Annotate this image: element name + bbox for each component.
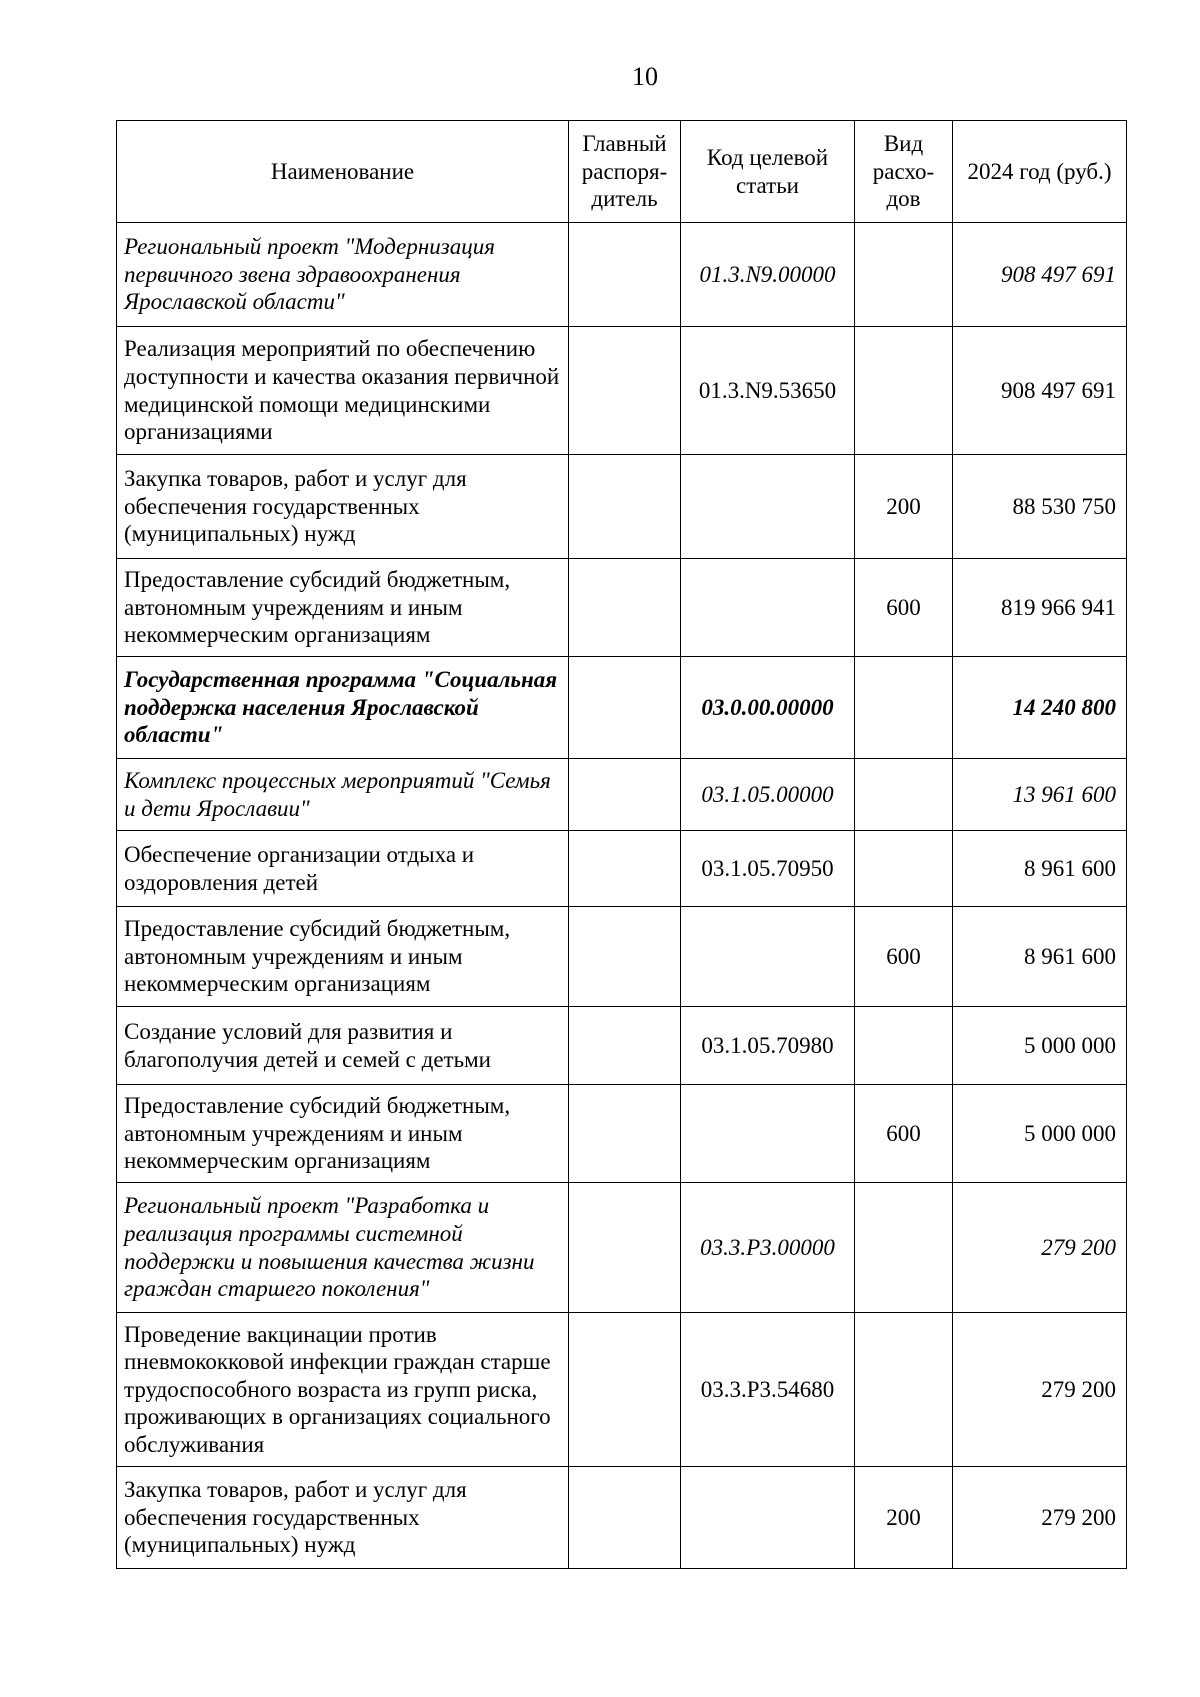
cell-admin <box>569 1183 681 1313</box>
cell-admin <box>569 657 681 759</box>
cell-admin <box>569 455 681 559</box>
cell-kind: 600 <box>855 1085 953 1183</box>
table-row <box>117 1007 1127 1085</box>
cell-kind <box>855 1007 953 1085</box>
cell-amount: 5 000 000 <box>953 1007 1127 1085</box>
cell-amount: 8 961 600 <box>953 831 1127 907</box>
cell-kind <box>855 831 953 907</box>
cell-name: Региональный проект "Разработка и реализация программы системной поддержки и повышения качества жизни граждан старшего поколения" <box>117 1183 569 1313</box>
cell-kind <box>855 1313 953 1467</box>
budget-table <box>116 120 1127 1569</box>
cell-code <box>681 455 855 559</box>
header-admin: Главный распоря-дитель <box>569 121 681 223</box>
cell-name: Создание условий для развития и благополучия детей и семей с детьми <box>117 1007 569 1085</box>
cell-admin <box>569 907 681 1007</box>
table-row <box>117 1467 1127 1569</box>
cell-name: Проведение вакцинации против пневмококковой инфекции граждан старше трудоспособного возраста из групп риска, проживающих в организациях социального обслуживания <box>117 1313 569 1467</box>
cell-amount: 908 497 691 <box>953 327 1127 455</box>
cell-code: 01.3.N9.53650 <box>681 327 855 455</box>
cell-name: Предоставление субсидий бюджетным, автономным учреждениям и иным некоммерческим организациям <box>117 559 569 657</box>
table-row <box>117 559 1127 657</box>
cell-code: 03.3.P3.54680 <box>681 1313 855 1467</box>
cell-amount: 908 497 691 <box>953 223 1127 327</box>
cell-admin <box>569 1467 681 1569</box>
header-kind: Вид расхо-дов <box>855 121 953 223</box>
cell-code <box>681 1085 855 1183</box>
cell-admin <box>569 1313 681 1467</box>
cell-kind: 600 <box>855 559 953 657</box>
table-row <box>117 455 1127 559</box>
cell-code: 01.3.N9.00000 <box>681 223 855 327</box>
cell-kind <box>855 759 953 831</box>
table-header-row <box>117 121 1127 223</box>
table-row <box>117 759 1127 831</box>
cell-kind <box>855 657 953 759</box>
cell-kind <box>855 327 953 455</box>
cell-admin <box>569 327 681 455</box>
cell-amount: 88 530 750 <box>953 455 1127 559</box>
cell-name: Закупка товаров, работ и услуг для обеспечения государственных (муниципальных) нужд <box>117 455 569 559</box>
header-amount: 2024 год (руб.) <box>953 121 1127 223</box>
cell-amount: 819 966 941 <box>953 559 1127 657</box>
cell-amount: 279 200 <box>953 1313 1127 1467</box>
cell-code: 03.1.05.00000 <box>681 759 855 831</box>
cell-amount: 5 000 000 <box>953 1085 1127 1183</box>
cell-code: 03.0.00.00000 <box>681 657 855 759</box>
cell-kind: 200 <box>855 455 953 559</box>
cell-name: Предоставление субсидий бюджетным, автономным учреждениям и иным некоммерческим организациям <box>117 907 569 1007</box>
cell-kind: 200 <box>855 1467 953 1569</box>
table-row <box>117 327 1127 455</box>
cell-code: 03.3.P3.00000 <box>681 1183 855 1313</box>
page-number: 10 <box>632 62 658 91</box>
cell-amount: 279 200 <box>953 1467 1127 1569</box>
cell-kind: 600 <box>855 907 953 1007</box>
cell-name: Обеспечение организации отдыха и оздоровления детей <box>117 831 569 907</box>
cell-name: Реализация мероприятий по обеспечению доступности и качества оказания первичной медицинской помощи медицинскими организациями <box>117 327 569 455</box>
header-code: Код целевой статьи <box>681 121 855 223</box>
table-body <box>117 223 1127 1569</box>
cell-name: Предоставление субсидий бюджетным, автономным учреждениям и иным некоммерческим организациям <box>117 1085 569 1183</box>
cell-name: Закупка товаров, работ и услуг для обеспечения государственных (муниципальных) нужд <box>117 1467 569 1569</box>
cell-amount: 279 200 <box>953 1183 1127 1313</box>
cell-admin <box>569 223 681 327</box>
cell-code <box>681 907 855 1007</box>
cell-code: 03.1.05.70980 <box>681 1007 855 1085</box>
cell-admin <box>569 759 681 831</box>
cell-amount: 13 961 600 <box>953 759 1127 831</box>
table-row <box>117 1085 1127 1183</box>
table-row <box>117 657 1127 759</box>
cell-admin <box>569 1085 681 1183</box>
cell-code <box>681 1467 855 1569</box>
table-row <box>117 831 1127 907</box>
table-row <box>117 907 1127 1007</box>
cell-name: Комплекс процессных мероприятий "Семья и дети Ярославии" <box>117 759 569 831</box>
cell-admin <box>569 559 681 657</box>
table-row <box>117 1183 1127 1313</box>
table-row <box>117 223 1127 327</box>
header-name: Наименование <box>117 121 569 223</box>
cell-amount: 14 240 800 <box>953 657 1127 759</box>
cell-name: Региональный проект "Модернизация первичного звена здравоохранения Ярославской области" <box>117 223 569 327</box>
cell-kind <box>855 1183 953 1313</box>
cell-code: 03.1.05.70950 <box>681 831 855 907</box>
cell-admin <box>569 1007 681 1085</box>
cell-name: Государственная программа "Социальная поддержка населения Ярославской области" <box>117 657 569 759</box>
cell-kind <box>855 223 953 327</box>
table-row <box>117 1313 1127 1467</box>
cell-amount: 8 961 600 <box>953 907 1127 1007</box>
cell-code <box>681 559 855 657</box>
cell-admin <box>569 831 681 907</box>
